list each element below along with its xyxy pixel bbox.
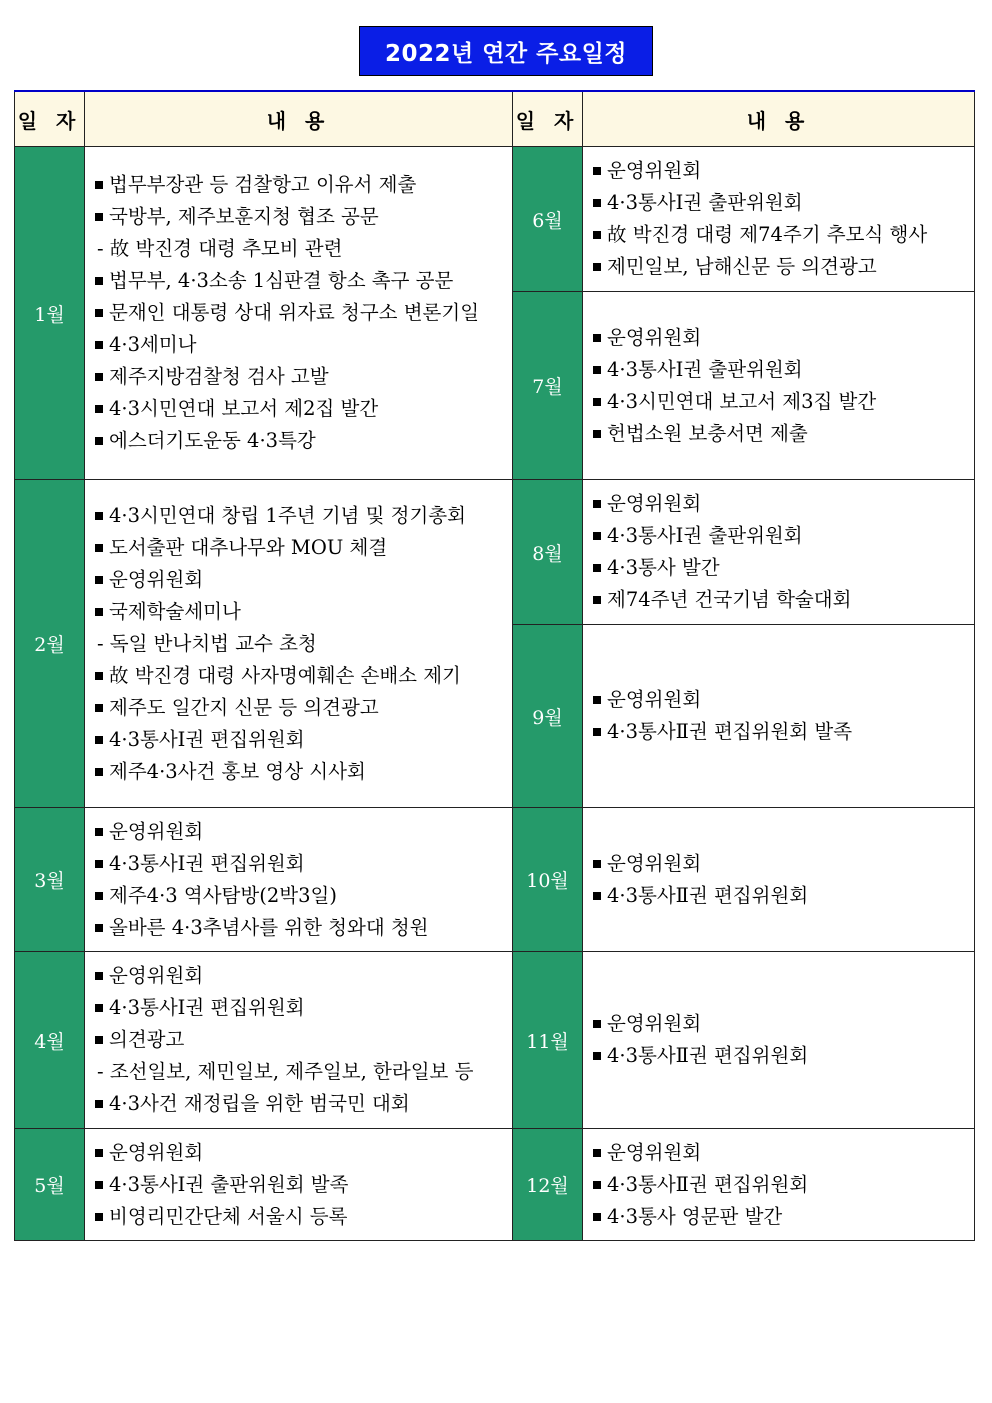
table-row xyxy=(15,1129,975,1241)
item-text: 4·3통사Ⅰ권 출판위원회 xyxy=(607,524,803,547)
square-bullet-icon xyxy=(95,608,103,616)
item-list xyxy=(95,1137,504,1233)
list-item xyxy=(593,584,966,616)
item-text: 운영위원회 xyxy=(607,325,702,349)
square-bullet-icon xyxy=(593,398,601,406)
item-list xyxy=(95,960,504,1120)
list-item xyxy=(95,169,504,201)
item-list xyxy=(593,1008,966,1072)
item-text: 비영리민간단체 서울시 등록 xyxy=(109,1204,348,1228)
square-bullet-icon xyxy=(95,1036,103,1044)
list-item xyxy=(593,1137,966,1169)
header-row xyxy=(15,91,975,147)
list-item xyxy=(593,155,966,187)
item-text: - 조선일보, 제민일보, 제주일보, 한라일보 등 xyxy=(97,1060,474,1083)
square-bullet-icon xyxy=(95,672,103,680)
item-text: 운영위원회 xyxy=(607,1140,702,1164)
item-text: 제주지방검찰청 검사 고발 xyxy=(109,365,329,388)
list-item xyxy=(95,960,504,992)
item-text: 4·3통사 발간 xyxy=(607,556,720,579)
square-bullet-icon xyxy=(95,704,103,712)
square-bullet-icon xyxy=(95,1100,103,1108)
list-item xyxy=(95,500,504,532)
header-content-left: 내 용 xyxy=(85,91,513,147)
square-bullet-icon xyxy=(593,500,601,508)
list-item xyxy=(593,219,966,251)
left-month-cell: 2월 xyxy=(15,480,85,808)
item-text: 제74주년 건국기념 학술대회 xyxy=(607,588,852,611)
item-text: 운영위원회 xyxy=(607,851,702,875)
item-text: 법무부장관 등 검찰항고 이유서 제출 xyxy=(109,173,417,196)
item-list xyxy=(593,848,966,912)
item-text: 국제학술세미나 xyxy=(109,599,241,623)
list-item xyxy=(593,354,966,386)
right-month-cell: 8월 xyxy=(513,480,583,625)
square-bullet-icon xyxy=(593,231,601,239)
right-month-cell: 9월 xyxy=(513,625,583,808)
square-bullet-icon xyxy=(593,263,601,271)
item-text: 4·3통사Ⅱ권 편집위원회 xyxy=(607,1172,809,1196)
right-content-4 xyxy=(583,625,975,808)
square-bullet-icon xyxy=(95,213,103,221)
square-bullet-icon xyxy=(95,512,103,520)
item-text: 4·3통사Ⅱ권 편집위원회 발족 xyxy=(607,720,853,743)
list-item xyxy=(95,628,504,660)
header-date-right: 일 자 xyxy=(513,91,583,147)
item-text: 제민일보, 남해신문 등 의견광고 xyxy=(607,255,877,278)
list-item xyxy=(95,724,504,756)
item-text: 故 박진경 대령 사자명예훼손 손배소 제기 xyxy=(109,663,461,687)
item-list xyxy=(95,500,504,788)
square-bullet-icon xyxy=(95,181,103,189)
item-list xyxy=(593,684,966,748)
item-text: 4·3세미나 xyxy=(109,333,197,356)
item-text: 운영위원회 xyxy=(109,819,204,843)
right-content-1 xyxy=(583,147,975,292)
item-text: 4·3통사Ⅰ권 출판위원회 발족 xyxy=(109,1172,349,1196)
list-item xyxy=(593,187,966,219)
list-item xyxy=(95,425,504,457)
table-row xyxy=(15,808,975,952)
item-text: 제주4·3 역사탐방(2박3일) xyxy=(109,883,337,907)
right-month-cell: 11월 xyxy=(513,952,583,1129)
item-text: 4·3통사Ⅱ권 편집위원회 xyxy=(607,1044,809,1067)
item-text: - 독일 반나치법 교수 초청 xyxy=(97,631,317,655)
list-item xyxy=(95,361,504,393)
square-bullet-icon xyxy=(95,341,103,349)
list-item xyxy=(95,1024,504,1056)
item-text: 운영위원회 xyxy=(607,159,702,182)
list-item xyxy=(593,552,966,584)
list-item xyxy=(593,1169,966,1201)
item-text: 운영위원회 xyxy=(607,688,702,711)
square-bullet-icon xyxy=(593,1181,601,1189)
list-item xyxy=(95,1169,504,1201)
square-bullet-icon xyxy=(95,405,103,413)
square-bullet-icon xyxy=(593,199,601,207)
right-month-cell: 12월 xyxy=(513,1129,583,1241)
square-bullet-icon xyxy=(593,167,601,175)
square-bullet-icon xyxy=(593,334,601,342)
table-row xyxy=(15,952,975,1129)
list-item xyxy=(95,596,504,628)
list-item xyxy=(95,532,504,564)
list-item xyxy=(593,1201,966,1233)
square-bullet-icon xyxy=(95,373,103,381)
list-item xyxy=(95,1137,504,1169)
item-text: 4·3시민연대 보고서 제3집 발간 xyxy=(607,389,877,413)
square-bullet-icon xyxy=(593,860,601,868)
list-item xyxy=(593,880,966,912)
item-list xyxy=(593,1137,966,1233)
right-content-6 xyxy=(583,952,975,1129)
item-text: 운영위원회 xyxy=(607,492,702,515)
left-content-3 xyxy=(85,808,513,952)
list-item xyxy=(95,1201,504,1233)
item-list xyxy=(95,816,504,944)
list-item xyxy=(593,322,966,354)
list-item xyxy=(95,880,504,912)
item-text: 제주4·3사건 홍보 영상 시사회 xyxy=(109,759,366,783)
list-item xyxy=(95,1056,504,1088)
list-item xyxy=(95,992,504,1024)
square-bullet-icon xyxy=(95,1149,103,1157)
left-content-2 xyxy=(85,480,513,808)
square-bullet-icon xyxy=(593,532,601,540)
square-bullet-icon xyxy=(593,892,601,900)
header-date-left: 일 자 xyxy=(15,91,85,147)
item-list xyxy=(593,155,966,283)
item-text: 4·3통사Ⅰ권 편집위원회 xyxy=(109,996,305,1019)
item-text: 4·3시민연대 보고서 제2집 발간 xyxy=(109,397,379,420)
square-bullet-icon xyxy=(95,828,103,836)
square-bullet-icon xyxy=(95,309,103,317)
item-text: 4·3통사Ⅱ권 편집위원회 xyxy=(607,883,809,907)
list-item xyxy=(593,684,966,716)
item-list xyxy=(95,169,504,457)
list-item xyxy=(593,520,966,552)
right-content-2 xyxy=(583,292,975,480)
list-item xyxy=(593,251,966,283)
list-item xyxy=(593,386,966,418)
list-item xyxy=(95,265,504,297)
list-item xyxy=(593,716,966,748)
square-bullet-icon xyxy=(593,1020,601,1028)
left-month-cell: 3월 xyxy=(15,808,85,952)
square-bullet-icon xyxy=(95,277,103,285)
list-item xyxy=(95,1088,504,1120)
item-text: 운영위원회 xyxy=(109,567,204,591)
item-text: 운영위원회 xyxy=(607,1012,702,1035)
square-bullet-icon xyxy=(95,437,103,445)
list-item xyxy=(593,418,966,450)
item-list xyxy=(593,322,966,450)
item-text: 헌법소원 보충서면 제출 xyxy=(607,421,808,445)
list-item xyxy=(593,1040,966,1072)
item-text: 4·3통사Ⅰ권 편집위원회 xyxy=(109,727,305,751)
item-text: 4·3통사 영문판 발간 xyxy=(607,1204,783,1228)
table-row xyxy=(15,480,975,625)
item-text: 문재인 대통령 상대 위자료 청구소 변론기일 xyxy=(109,301,480,324)
list-item xyxy=(95,201,504,233)
square-bullet-icon xyxy=(95,924,103,932)
right-month-cell: 10월 xyxy=(513,808,583,952)
page-title: 2022년 연간 주요일정 xyxy=(359,26,653,76)
item-text: 올바른 4·3추념사를 위한 청와대 청원 xyxy=(109,915,429,939)
list-item xyxy=(593,1008,966,1040)
item-text: 도서출판 대추나무와 MOU 체결 xyxy=(109,535,388,559)
list-item xyxy=(95,660,504,692)
right-month-cell: 7월 xyxy=(513,292,583,480)
list-item xyxy=(593,848,966,880)
left-month-cell: 1월 xyxy=(15,147,85,480)
left-content-4 xyxy=(85,952,513,1129)
left-content-5 xyxy=(85,1129,513,1241)
item-text: 4·3통사Ⅰ권 편집위원회 xyxy=(109,851,305,875)
square-bullet-icon xyxy=(95,544,103,552)
item-text: 4·3통사Ⅰ권 출판위원회 xyxy=(607,357,803,381)
square-bullet-icon xyxy=(593,596,601,604)
item-text: 운영위원회 xyxy=(109,1140,204,1164)
square-bullet-icon xyxy=(593,696,601,704)
item-text: 의견광고 xyxy=(109,1028,185,1051)
right-month-cell: 6월 xyxy=(513,147,583,292)
list-item xyxy=(95,233,504,265)
left-month-cell: 5월 xyxy=(15,1129,85,1241)
item-text: 제주도 일간지 신문 등 의견광고 xyxy=(109,695,379,719)
square-bullet-icon xyxy=(95,860,103,868)
item-text: 4·3사건 재정립을 위한 범국민 대회 xyxy=(109,1092,410,1115)
square-bullet-icon xyxy=(593,366,601,374)
square-bullet-icon xyxy=(593,1052,601,1060)
right-content-3 xyxy=(583,480,975,625)
square-bullet-icon xyxy=(593,1149,601,1157)
list-item xyxy=(593,488,966,520)
square-bullet-icon xyxy=(95,1004,103,1012)
right-content-7 xyxy=(583,1129,975,1241)
square-bullet-icon xyxy=(593,430,601,438)
schedule-table xyxy=(14,90,975,1241)
item-text: 故 박진경 대령 제74주기 추모식 행사 xyxy=(607,223,928,246)
list-item xyxy=(95,692,504,724)
item-text: 법무부, 4·3소송 1심판결 항소 촉구 공문 xyxy=(109,269,454,292)
list-item xyxy=(95,297,504,329)
item-text: 운영위원회 xyxy=(109,964,204,987)
item-text: 4·3시민연대 창립 1주년 기념 및 정기총회 xyxy=(109,503,466,527)
left-content-1 xyxy=(85,147,513,480)
left-month-cell: 4월 xyxy=(15,952,85,1129)
list-item xyxy=(95,912,504,944)
list-item xyxy=(95,756,504,788)
right-content-5 xyxy=(583,808,975,952)
item-list xyxy=(593,488,966,616)
item-text: 에스더기도운동 4·3특강 xyxy=(109,429,316,452)
square-bullet-icon xyxy=(593,728,601,736)
list-item xyxy=(95,329,504,361)
item-text: - 故 박진경 대령 추모비 관련 xyxy=(97,237,343,260)
table-row xyxy=(15,147,975,292)
square-bullet-icon xyxy=(95,736,103,744)
header-content-right: 내 용 xyxy=(583,91,975,147)
square-bullet-icon xyxy=(95,576,103,584)
item-text: 국방부, 제주보훈지청 협조 공문 xyxy=(109,205,379,228)
square-bullet-icon xyxy=(95,1213,103,1221)
list-item xyxy=(95,564,504,596)
square-bullet-icon xyxy=(95,972,103,980)
square-bullet-icon xyxy=(593,1213,601,1221)
square-bullet-icon xyxy=(593,564,601,572)
item-text: 4·3통사Ⅰ권 출판위원회 xyxy=(607,191,803,214)
square-bullet-icon xyxy=(95,1181,103,1189)
list-item xyxy=(95,848,504,880)
list-item xyxy=(95,816,504,848)
list-item xyxy=(95,393,504,425)
square-bullet-icon xyxy=(95,892,103,900)
square-bullet-icon xyxy=(95,768,103,776)
